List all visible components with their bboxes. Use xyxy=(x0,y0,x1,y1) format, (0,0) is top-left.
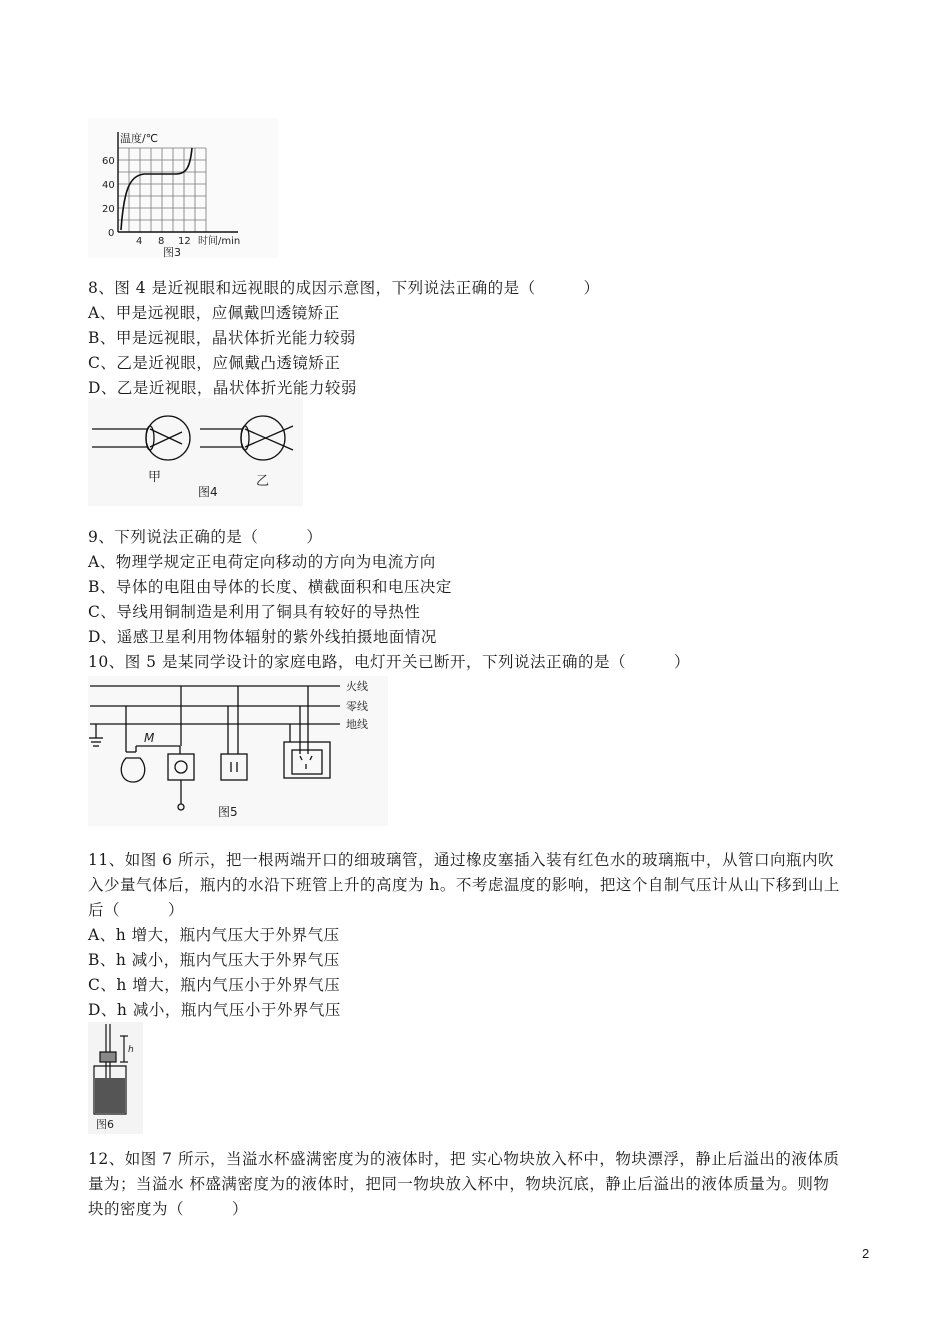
ground-wire-label: 地线 xyxy=(346,718,368,731)
x-tick: 4 xyxy=(136,236,143,247)
question-10-stem: 10、图 5 是某同学设计的家庭电路，电灯开关已断开，下列说法正确的是（ ） xyxy=(88,653,690,671)
x-tick: 12 xyxy=(178,236,191,247)
question-11-line-2: 入少量气体后，瓶内的水沿下班管上升的高度为 h。不考虑温度的影响，把这个自制气压计从山下移到山上 xyxy=(88,876,840,894)
question-11-line-1: 11、如图 6 所示，把一根两端开口的细玻璃管，通过橡皮塞插入装有红色水的玻璃瓶中，从管口向瓶内吹 xyxy=(88,851,834,869)
live-wire-label: 火线 xyxy=(346,680,368,693)
question-9-option-d: D、遥感卫星利用物体辐射的紫外线拍摄地面情况 xyxy=(88,628,437,646)
question-11-line-3: 后（ ） xyxy=(88,901,185,919)
figure-caption: 图5 xyxy=(218,805,238,819)
y-tick: 0 xyxy=(108,228,115,239)
question-9-stem: 9、下列说法正确的是（ ） xyxy=(88,528,323,546)
x-tick: 8 xyxy=(158,236,165,247)
question-12-line-3: 块的密度为（ ） xyxy=(88,1200,249,1218)
y-axis-label: 温度/℃ xyxy=(120,132,159,145)
figure-4 xyxy=(88,398,303,506)
y-tick: 20 xyxy=(102,204,115,215)
question-8-stem: 8、图 4 是近视眼和远视眼的成因示意图，下列说法正确的是（ ） xyxy=(88,279,600,297)
colored-water xyxy=(95,1078,125,1113)
question-8-option-a: A、甲是远视眼，应佩戴凹透镜矫正 xyxy=(88,304,340,322)
neutral-wire-label: 零线 xyxy=(346,700,368,713)
question-9-option-a: A、物理学规定正电荷定向移动的方向为电流方向 xyxy=(88,553,436,571)
figure-caption: 图4 xyxy=(198,485,218,499)
question-8-option-d: D、乙是近视眼，晶状体折光能力较弱 xyxy=(88,379,357,397)
label-jia: 甲 xyxy=(148,470,162,485)
figure-caption: 图6 xyxy=(96,1118,114,1131)
figure-6 xyxy=(88,1022,143,1134)
question-11-option-d: D、h 减小，瓶内气压小于外界气压 xyxy=(88,1001,341,1019)
question-11-option-a: A、h 增大，瓶内气压大于外界气压 xyxy=(88,926,340,944)
question-11-option-c: C、h 增大，瓶内气压小于外界气压 xyxy=(88,976,341,994)
question-9-option-c: C、导线用铜制造是利用了铜具有较好的导热性 xyxy=(88,603,421,621)
question-9-option-b: B、导体的电阻由导体的长度、横截面积和电压决定 xyxy=(88,578,452,596)
rubber-stopper xyxy=(100,1052,116,1062)
figure-3 xyxy=(88,118,278,258)
page-number: 2 xyxy=(862,1246,870,1261)
question-12-line-2: 量为；当溢水 杯盛满密度为的液体时，把同一物块放入杯中，物块沉底，静止后溢出的液体质量为。则物 xyxy=(88,1175,830,1193)
label-h: h xyxy=(128,1045,134,1055)
y-tick: 40 xyxy=(102,180,115,191)
label-m: M xyxy=(144,731,155,745)
question-8-option-b: B、甲是远视眼，晶状体折光能力较弱 xyxy=(88,329,356,347)
x-axis-label: 时间/min xyxy=(198,236,241,247)
label-yi: 乙 xyxy=(256,474,270,489)
question-11-option-b: B、h 减小，瓶内气压大于外界气压 xyxy=(88,951,340,969)
question-8-option-c: C、乙是近视眼，应佩戴凸透镜矫正 xyxy=(88,354,341,372)
y-tick: 60 xyxy=(102,156,115,167)
question-12-line-1: 12、如图 7 所示，当溢水杯盛满密度为的液体时，把 实心物块放入杯中，物块漂浮，静止后溢出的液体质 xyxy=(88,1150,840,1168)
figure-caption: 图3 xyxy=(163,246,181,258)
figure-5 xyxy=(88,676,388,826)
